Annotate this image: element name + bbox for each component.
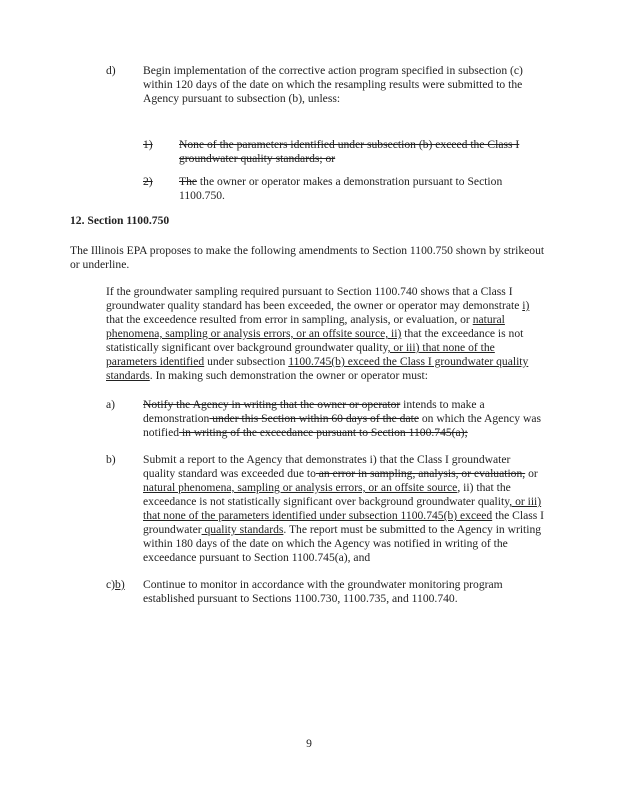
subsection-label (106, 578, 125, 592)
paragraph-text (143, 453, 545, 565)
struck-text: an error in sampling, analysis, or evaluation, (315, 467, 526, 480)
text-segment: on which the Agency was notified (143, 412, 541, 439)
inserted-label: b) (115, 578, 125, 591)
text-segment: The Illinois EPA proposes to make the following amendments to Section 1100.750 shown by strikeout or underline. (70, 244, 545, 271)
struck-text: None of the parameters identified under subsection (b) exceed the Class I groundwater quality standards; or (179, 138, 520, 165)
text-segment: the owner or operator makes a demonstration pursuant to Section 1100.750. (179, 175, 503, 202)
label-text: a) (106, 398, 116, 411)
page-number: 9 (306, 737, 312, 750)
text-segment: that the exceedance is not statistically significant over background groundwater quality (106, 327, 524, 354)
text-segment: Begin implementation of the corrective action program specified in subsection (c) within 120 days of the date on which the resampling results were submitted to the Agency pursuant to subsection (b), unless: (143, 64, 523, 105)
struck-label: 1) (143, 138, 153, 151)
struck-text: Notify the Agency in writing that the owner or operator (143, 398, 401, 411)
paragraph-text (70, 214, 470, 228)
text-segment: Continue to monitor in accordance with the groundwater monitoring program established pursuant to Sections 1100.730, 1100.735, and 1100.740. (143, 578, 503, 605)
intro-paragraph (70, 244, 548, 272)
inserted-text: 1100.745(b) exceed the Class I groundwater quality standards (106, 355, 529, 382)
paragraph-text (106, 285, 546, 383)
struck-text: under this Section within 60 days of the date (209, 412, 419, 425)
text-segment: intends to make a demonstration (143, 398, 485, 425)
inserted-text: , or iii) that none of the parameters identified (106, 341, 495, 368)
inserted-text: , or iii) that none of the parameters identified under subsection 1100.745(b) exceed (143, 495, 542, 522)
label-text: d) (106, 64, 116, 77)
inserted-text: natural phenomena, sampling or analysis errors, or an offsite source (143, 481, 458, 494)
inserted-text: quality standards (201, 523, 284, 536)
main-paragraph (106, 285, 546, 383)
inserted-text: natural phenomena, sampling or analysis errors, or an offsite source, ii) (106, 313, 505, 340)
paragraph-text (70, 244, 548, 272)
subsection-label (143, 138, 153, 152)
paragraph-text (179, 175, 545, 203)
struck-text: The (179, 175, 198, 188)
text-segment: or (525, 467, 538, 480)
label-text: c) (106, 578, 116, 591)
subsection-label (143, 175, 153, 189)
text-segment: under subsection (204, 355, 289, 368)
struck-text: in writing of the exceedance pursuant to Section 1100.745(a); (179, 426, 468, 439)
paragraph-text (143, 398, 545, 440)
paragraph-text (143, 578, 545, 606)
subsection-label (106, 453, 116, 467)
text-segment: the Class I groundwater (143, 509, 545, 536)
inserted-text: i) (522, 299, 530, 312)
text-segment: that the exceedence resulted from error in sampling, analysis, or evaluation, or (106, 313, 473, 326)
text-segment: . In making such demonstration the owner or operator must: (149, 369, 428, 382)
struck-label: 2) (143, 175, 153, 188)
paragraph-text (143, 64, 545, 106)
text-segment: 12. Section 1100.750 (70, 214, 170, 227)
text-segment: Submit a report to the Agency that demonstrates i) that the Class I groundwater quality standard was exceeded due to (143, 453, 511, 480)
subsection-label (106, 398, 115, 412)
paragraph-text (179, 138, 545, 166)
section-heading (70, 214, 470, 228)
text-segment: If the groundwater sampling required pursuant to Section 1100.740 shows that a Class I groundwater quality standard has been exceeded, the owner or operator may demonstrate (106, 285, 523, 312)
text-segment: . The report must be submitted to the Agency in writing within 180 days of the date on which the Agency was notified in writing of the exceedance pursuant to Section 1100.745(a), and (143, 523, 542, 564)
label-text: b) (106, 453, 116, 466)
subsection-label (106, 64, 116, 78)
text-segment: , ii) that the exceedance is not statistically significant over background groundwater quality (143, 481, 511, 508)
